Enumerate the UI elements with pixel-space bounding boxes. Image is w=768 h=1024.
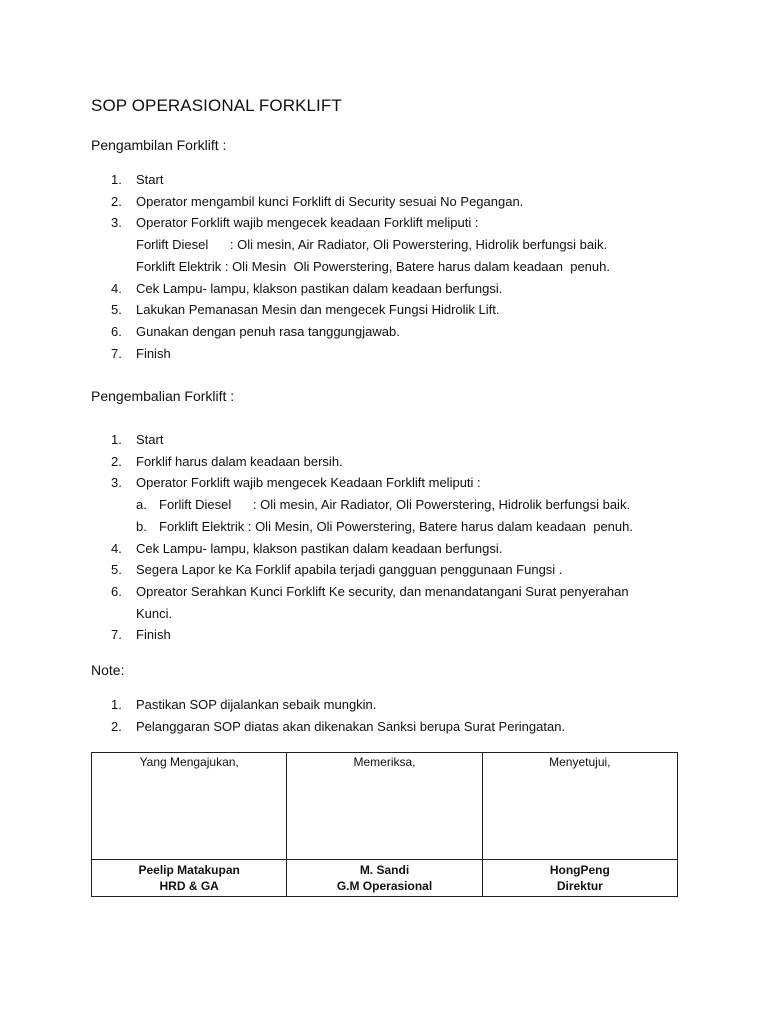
signatory-name: Peelip Matakupan: [138, 863, 240, 877]
list-item: 3. Operator Forklift wajib mengecek Keadaan Forklift meliputi :: [111, 475, 481, 491]
list-item: 1. Pastikan SOP dijalankan sebaik mungkin.: [111, 697, 377, 712]
list-subitem: Forklift Elektrik : Oli Mesin Oli Powerstering, Batere harus dalam keadaan penuh.: [136, 258, 610, 274]
signatory-position: HRD & GA: [159, 879, 219, 893]
list-item: 1. Start: [111, 432, 164, 447]
signatory-reviewer: [287, 860, 482, 897]
list-item: 6. Opreator Serahkan Kunci Forklift Ke security, dan menandatangani Surat penyerahan: [111, 583, 629, 599]
list-item: 2. Pelanggaran SOP diatas akan dikenakan Sanksi berupa Surat Peringatan.: [111, 718, 566, 734]
list-item: 7. Finish: [111, 345, 171, 361]
section-heading-pengambilan: Pengambilan Forklift :: [91, 137, 227, 153]
list-subitem: b. Forklift Elektrik : Oli Mesin, Oli Powerstering, Batere harus dalam keadaan penuh.: [136, 518, 633, 534]
list-item: 5. Lakukan Pemanasan Mesin dan mengecek Fungsi Hidrolik Lift.: [111, 302, 500, 318]
page-title: SOP OPERASIONAL FORKLIFT: [91, 96, 342, 115]
section-heading-pengembalian: Pengembalian Forklift :: [91, 388, 235, 404]
list-subitem: a. Forlift Diesel : Oli mesin, Air Radiator, Oli Powerstering, Hidrolik berfungsi baik.: [136, 497, 631, 513]
list-item: 2. Operator mengambil kunci Forklift di Security sesuai No Pegangan.: [111, 193, 524, 209]
list-item: 2. Forklif harus dalam keadaan bersih.: [111, 453, 343, 469]
list-item: 3. Operator Forklift wajib mengecek keadaan Forklift meliputi :: [111, 215, 479, 231]
section-heading-note: Note:: [91, 662, 125, 678]
list-item: 4. Cek Lampu- lampu, klakson pastikan dalam keadaan berfungsi.: [111, 540, 503, 556]
signature-table: [91, 752, 678, 897]
list-item: 7. Finish: [111, 627, 171, 643]
signatory-approver: [482, 860, 677, 897]
list-subitem: Forlift Diesel : Oli mesin, Air Radiator, Oli Powerstering, Hidrolik berfungsi baik.: [136, 237, 608, 253]
signature-box-reviewer: [287, 753, 482, 860]
pengembalian-list: [91, 429, 691, 646]
list-item: 6. Gunakan dengan penuh rasa tanggungjawab.: [111, 323, 400, 339]
pengambilan-list: [91, 169, 691, 364]
signature-role: Menyetujui,: [549, 755, 611, 769]
signature-box-submitter: [92, 753, 287, 860]
signatory-position: Direktur: [556, 879, 603, 893]
signature-box-approver: [482, 753, 677, 860]
list-item: 1. Start: [111, 172, 164, 187]
signature-role: Yang Mengajukan,: [139, 755, 239, 769]
signatory-name: M. Sandi: [359, 863, 410, 877]
list-item-continuation: Kunci.: [136, 605, 173, 621]
signatory-submitter: [92, 860, 287, 897]
signature-role: Memeriksa,: [353, 755, 416, 769]
signatory-position: G.M Operasional: [336, 879, 433, 893]
note-list: [91, 694, 691, 737]
list-item: 5. Segera Lapor ke Ka Forklif apabila terjadi gangguan penggunaan Fungsi .: [111, 562, 563, 578]
list-item: 4. Cek Lampu- lampu, klakson pastikan dalam keadaan berfungsi.: [111, 280, 503, 296]
signatory-name: HongPeng: [549, 863, 610, 877]
